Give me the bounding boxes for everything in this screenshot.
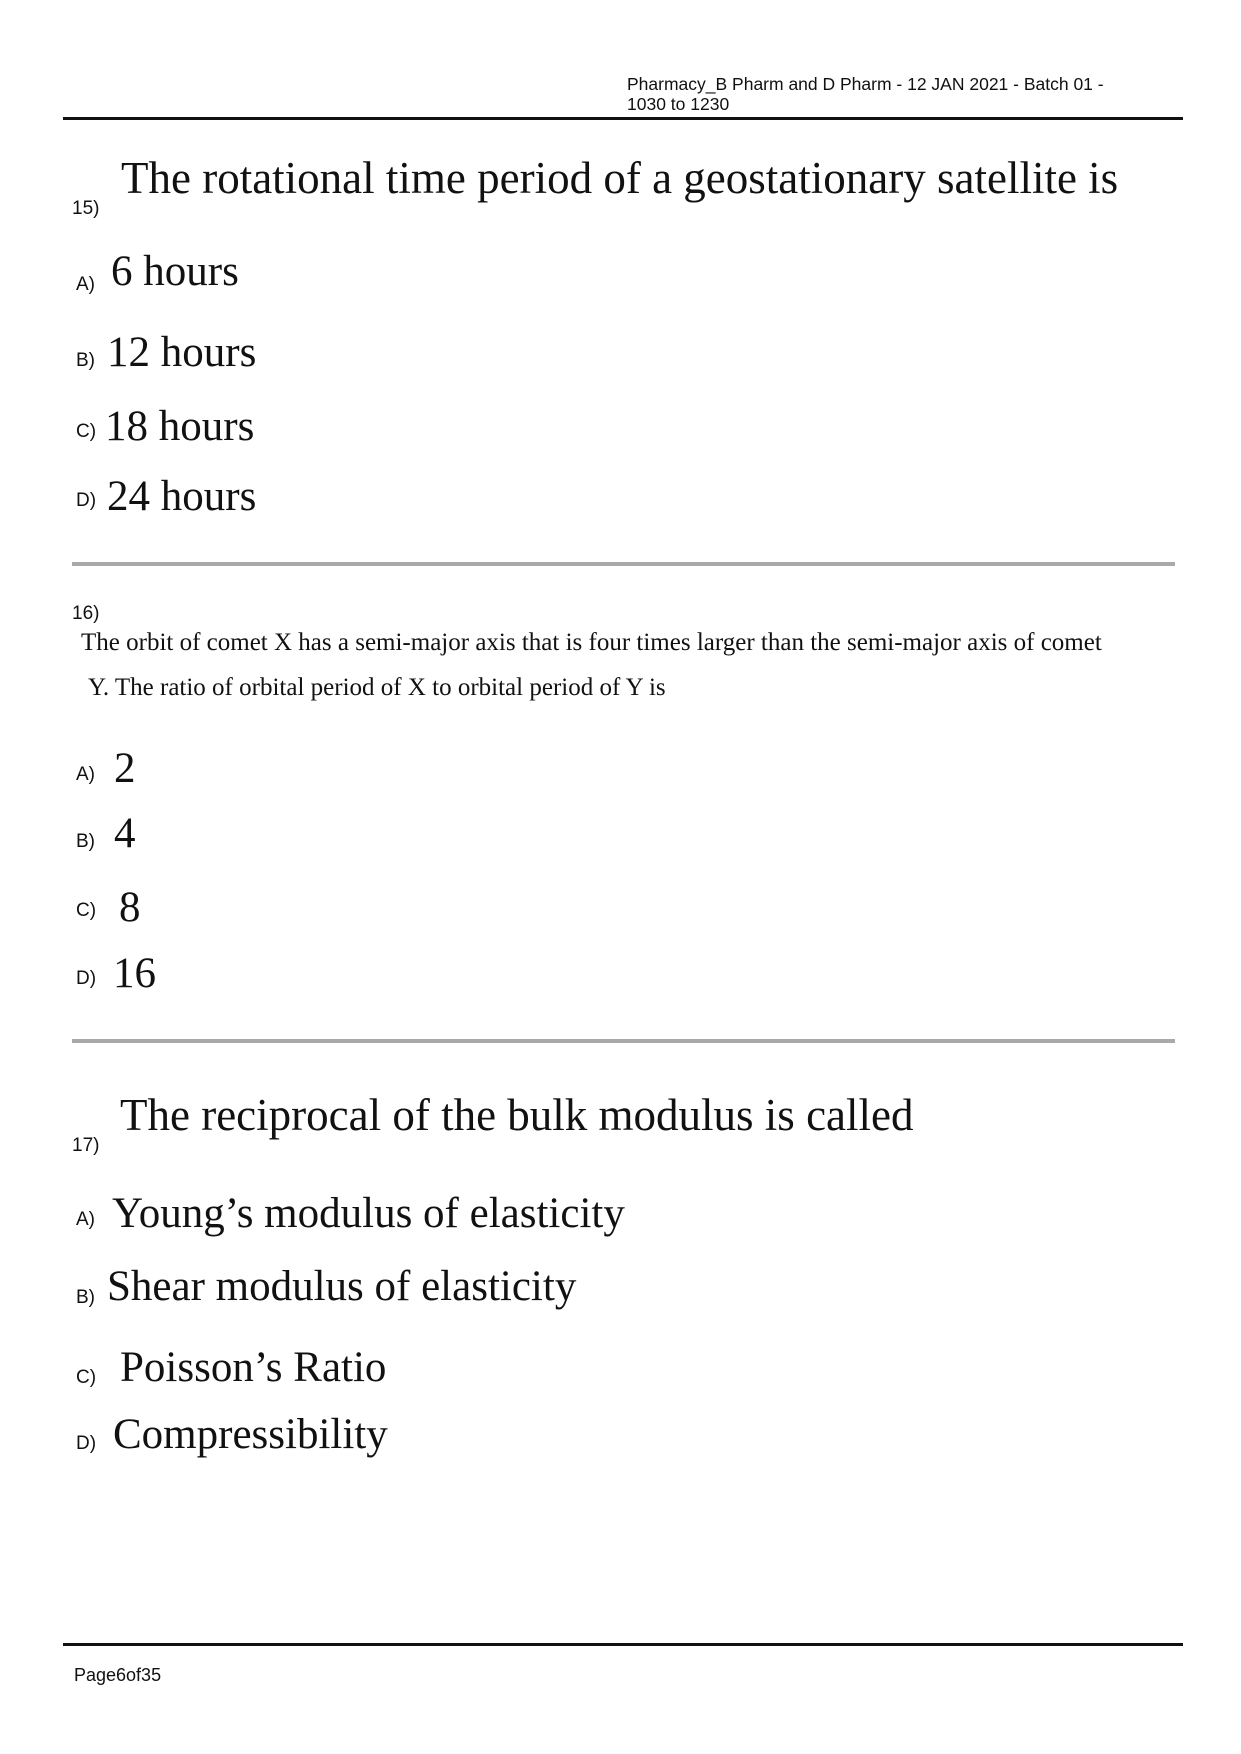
page-header bbox=[627, 74, 1167, 114]
q15-option-c-text[interactable]: 18 hours bbox=[105, 403, 255, 450]
q15-option-b-label: B) bbox=[76, 350, 95, 371]
q15-option-c-label: C) bbox=[76, 421, 97, 442]
q16-option-a-text[interactable]: 2 bbox=[114, 745, 136, 792]
question-17-number: 17) bbox=[72, 1135, 100, 1156]
question-16-number: 16) bbox=[72, 603, 100, 624]
question-15-number: 15) bbox=[72, 198, 100, 219]
q17-option-a-text[interactable]: Young’s modulus of elasticity bbox=[112, 1190, 625, 1237]
q16-option-a-label: A) bbox=[76, 764, 95, 785]
q16-option-b-text[interactable]: 4 bbox=[114, 810, 136, 857]
q16-option-c-text[interactable]: 8 bbox=[119, 884, 141, 931]
q15-option-d-text[interactable]: 24 hours bbox=[107, 473, 257, 520]
q15-option-b-text[interactable]: 12 hours bbox=[107, 329, 257, 376]
q16-option-b-label: B) bbox=[76, 831, 95, 852]
header-title-line2: 1030 to 1230 bbox=[627, 94, 730, 114]
q17-option-b-text[interactable]: Shear modulus of elasticity bbox=[107, 1263, 577, 1310]
q17-option-a-label: A) bbox=[76, 1209, 95, 1230]
q15-option-d-label: D) bbox=[76, 490, 97, 511]
q17-option-b-label: B) bbox=[76, 1287, 95, 1308]
q16-option-d-text[interactable]: 16 bbox=[113, 950, 156, 997]
q16-option-c-label: C) bbox=[76, 900, 97, 921]
question-17-text: The reciprocal of the bulk modulus is called bbox=[120, 1090, 914, 1140]
header-rule bbox=[63, 117, 1183, 120]
footer-rule bbox=[63, 1643, 1183, 1646]
header-title-line1: Pharmacy_B Pharm and D Pharm - 12 JAN 2021 - Batch 01 - bbox=[627, 74, 1104, 94]
q17-option-d-text[interactable]: Compressibility bbox=[113, 1411, 388, 1458]
question-divider bbox=[72, 1039, 1175, 1043]
page-number: Page6of35 bbox=[74, 1665, 162, 1685]
q17-option-c-text[interactable]: Poisson’s Ratio bbox=[120, 1344, 387, 1391]
q15-option-a-text[interactable]: 6 hours bbox=[111, 248, 239, 295]
q17-option-c-label: C) bbox=[76, 1367, 97, 1388]
q15-option-a-label: A) bbox=[76, 274, 95, 295]
q16-option-d-label: D) bbox=[76, 968, 97, 989]
question-16-text-line1: The orbit of comet X has a semi-major axis that is four times larger than the semi-major axis of comet bbox=[81, 629, 1102, 656]
question-divider bbox=[72, 562, 1175, 566]
question-16-text-line2: Y. The ratio of orbital period of X to orbital period of Y is bbox=[88, 674, 666, 701]
question-15-text: The rotational time period of a geostationary satellite is bbox=[121, 153, 1119, 203]
q17-option-d-label: D) bbox=[76, 1433, 97, 1454]
